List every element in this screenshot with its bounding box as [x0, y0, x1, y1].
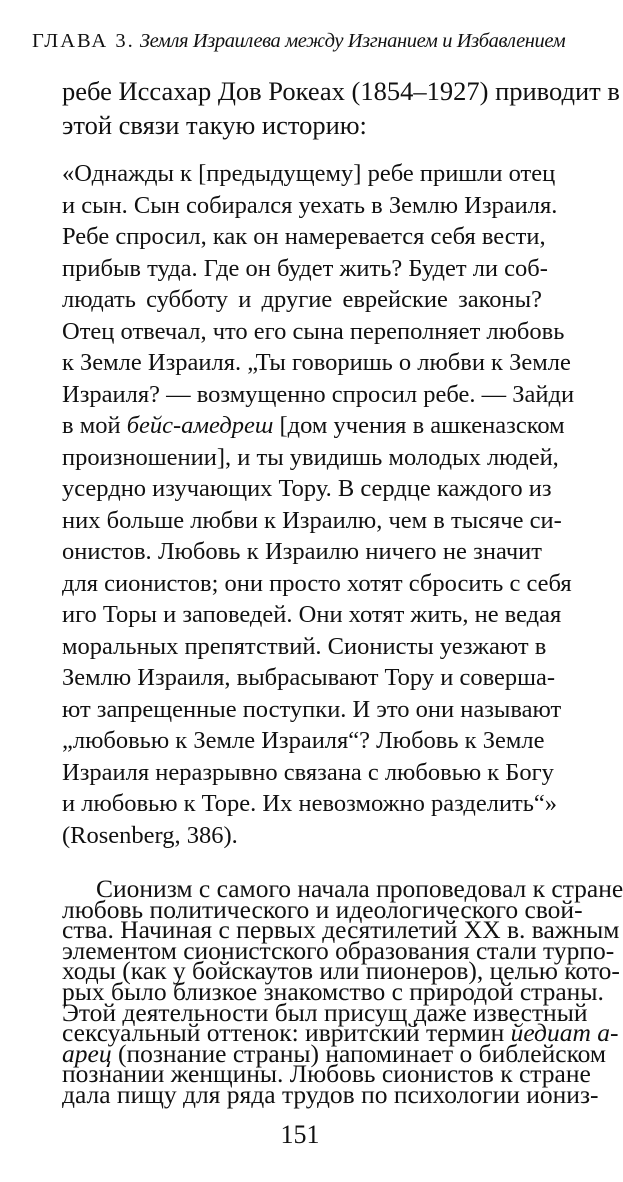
quote-line: и сын. Сын собирался уехать в Землю Израиля. [62, 191, 558, 219]
quote-line: людать субботу и другие еврейские законы? [62, 286, 542, 313]
term-beis-amedresh: бейс-амедреш [126, 412, 274, 439]
quote-line: Израиля? — возмущенно спросил ребе. — Зайди [62, 380, 575, 408]
paragraph-line: любовь политического и идеологического свой- [62, 894, 583, 924]
paragraph-line: познании женщины. Любовь сионистов к стране [62, 1059, 591, 1089]
term-haaretz: арец [62, 1038, 112, 1068]
quote-line: моральных препятствий. Сионисты уезжают в [62, 632, 547, 660]
quote-line: онистов. Любовь к Израилю ничего не значит [62, 538, 542, 565]
running-header [32, 30, 572, 60]
quote-text: в мой [62, 412, 121, 439]
quote-line: Ребе спросил, как он намеревается себя вести, [62, 223, 546, 250]
quote-line: Отец отвечал, что его сына переполняет любовь [62, 317, 565, 345]
page-number: 151 [280, 1120, 320, 1149]
paragraph-line: рых было близкое знакомство с природой страны. [62, 977, 604, 1006]
quote-line: усердно изучающих Тору. В сердце каждого из [62, 475, 552, 502]
quote-line: и любовью к Торе. Их невозможно разделить“» [62, 790, 558, 817]
paragraph-line: ства. Начиная с первых десятилетий XX в. важным [62, 915, 620, 945]
paragraph-line: ходы (как у бойскаутов или пионеров), целью кото- [62, 956, 620, 986]
quote-line: для сионистов; они просто хотят сбросить с себя [62, 569, 572, 597]
quote-line-with-term [62, 412, 565, 440]
quote-line: «Однажды к [предыдущему] ребе пришли отец [62, 160, 556, 187]
quote-citation: (Rosenberg, 386). [62, 821, 238, 849]
quote-line: иго Торы и заповедей. Они хотят жить, не ведая [62, 601, 562, 628]
quote-line: Израиля неразрывно связана с любовью к Богу [62, 758, 554, 786]
quote-line: к Земле Израиля. „Ты говоришь о любви к Земле [62, 349, 571, 376]
term-yediat: йедиат а- [510, 1018, 619, 1048]
quote-line: ют запрещенные поступки. И это они называют [62, 695, 562, 723]
quote-line: „любовью к Земле Израиля“? Любовь к Земле [62, 727, 545, 754]
chapter-label: ГЛАВА 3. [32, 30, 135, 52]
quote-line: Землю Израиля, выбрасывают Тору и соверша- [62, 664, 556, 691]
paragraph-text: сексуальный оттенок: ивритский термин [62, 1018, 505, 1048]
chapter-title: Земля Израилева между Изгнанием и Избавлением [139, 30, 566, 52]
paragraph-line: Этой деятельности был присущ даже известный [62, 997, 588, 1027]
intro-line: этой связи такую историю: [62, 110, 367, 140]
quote-text: [дом учения в ашкеназском [279, 412, 565, 439]
intro-line: ребе Иссахар Дов Рокеах (1854–1927) приводит в [62, 76, 620, 106]
quote-line: них больше любви к Израилю, чем в тысяче си- [62, 506, 562, 534]
paragraph-line: Сионизм с самого начала проповедовал к стране [96, 874, 623, 903]
paragraph-line: дала пищу для ряда трудов по психологии иониз- [62, 1080, 599, 1109]
paragraph-text: (познание страны) напоминает о библейском [117, 1038, 607, 1068]
quote-line: прибыв туда. Где он будет жить? Будет ли соб- [62, 254, 548, 282]
quote-line: произношении], и ты увидишь молодых людей, [62, 443, 559, 471]
paragraph-line: элементом сионистского образования стали турпо- [62, 935, 615, 965]
